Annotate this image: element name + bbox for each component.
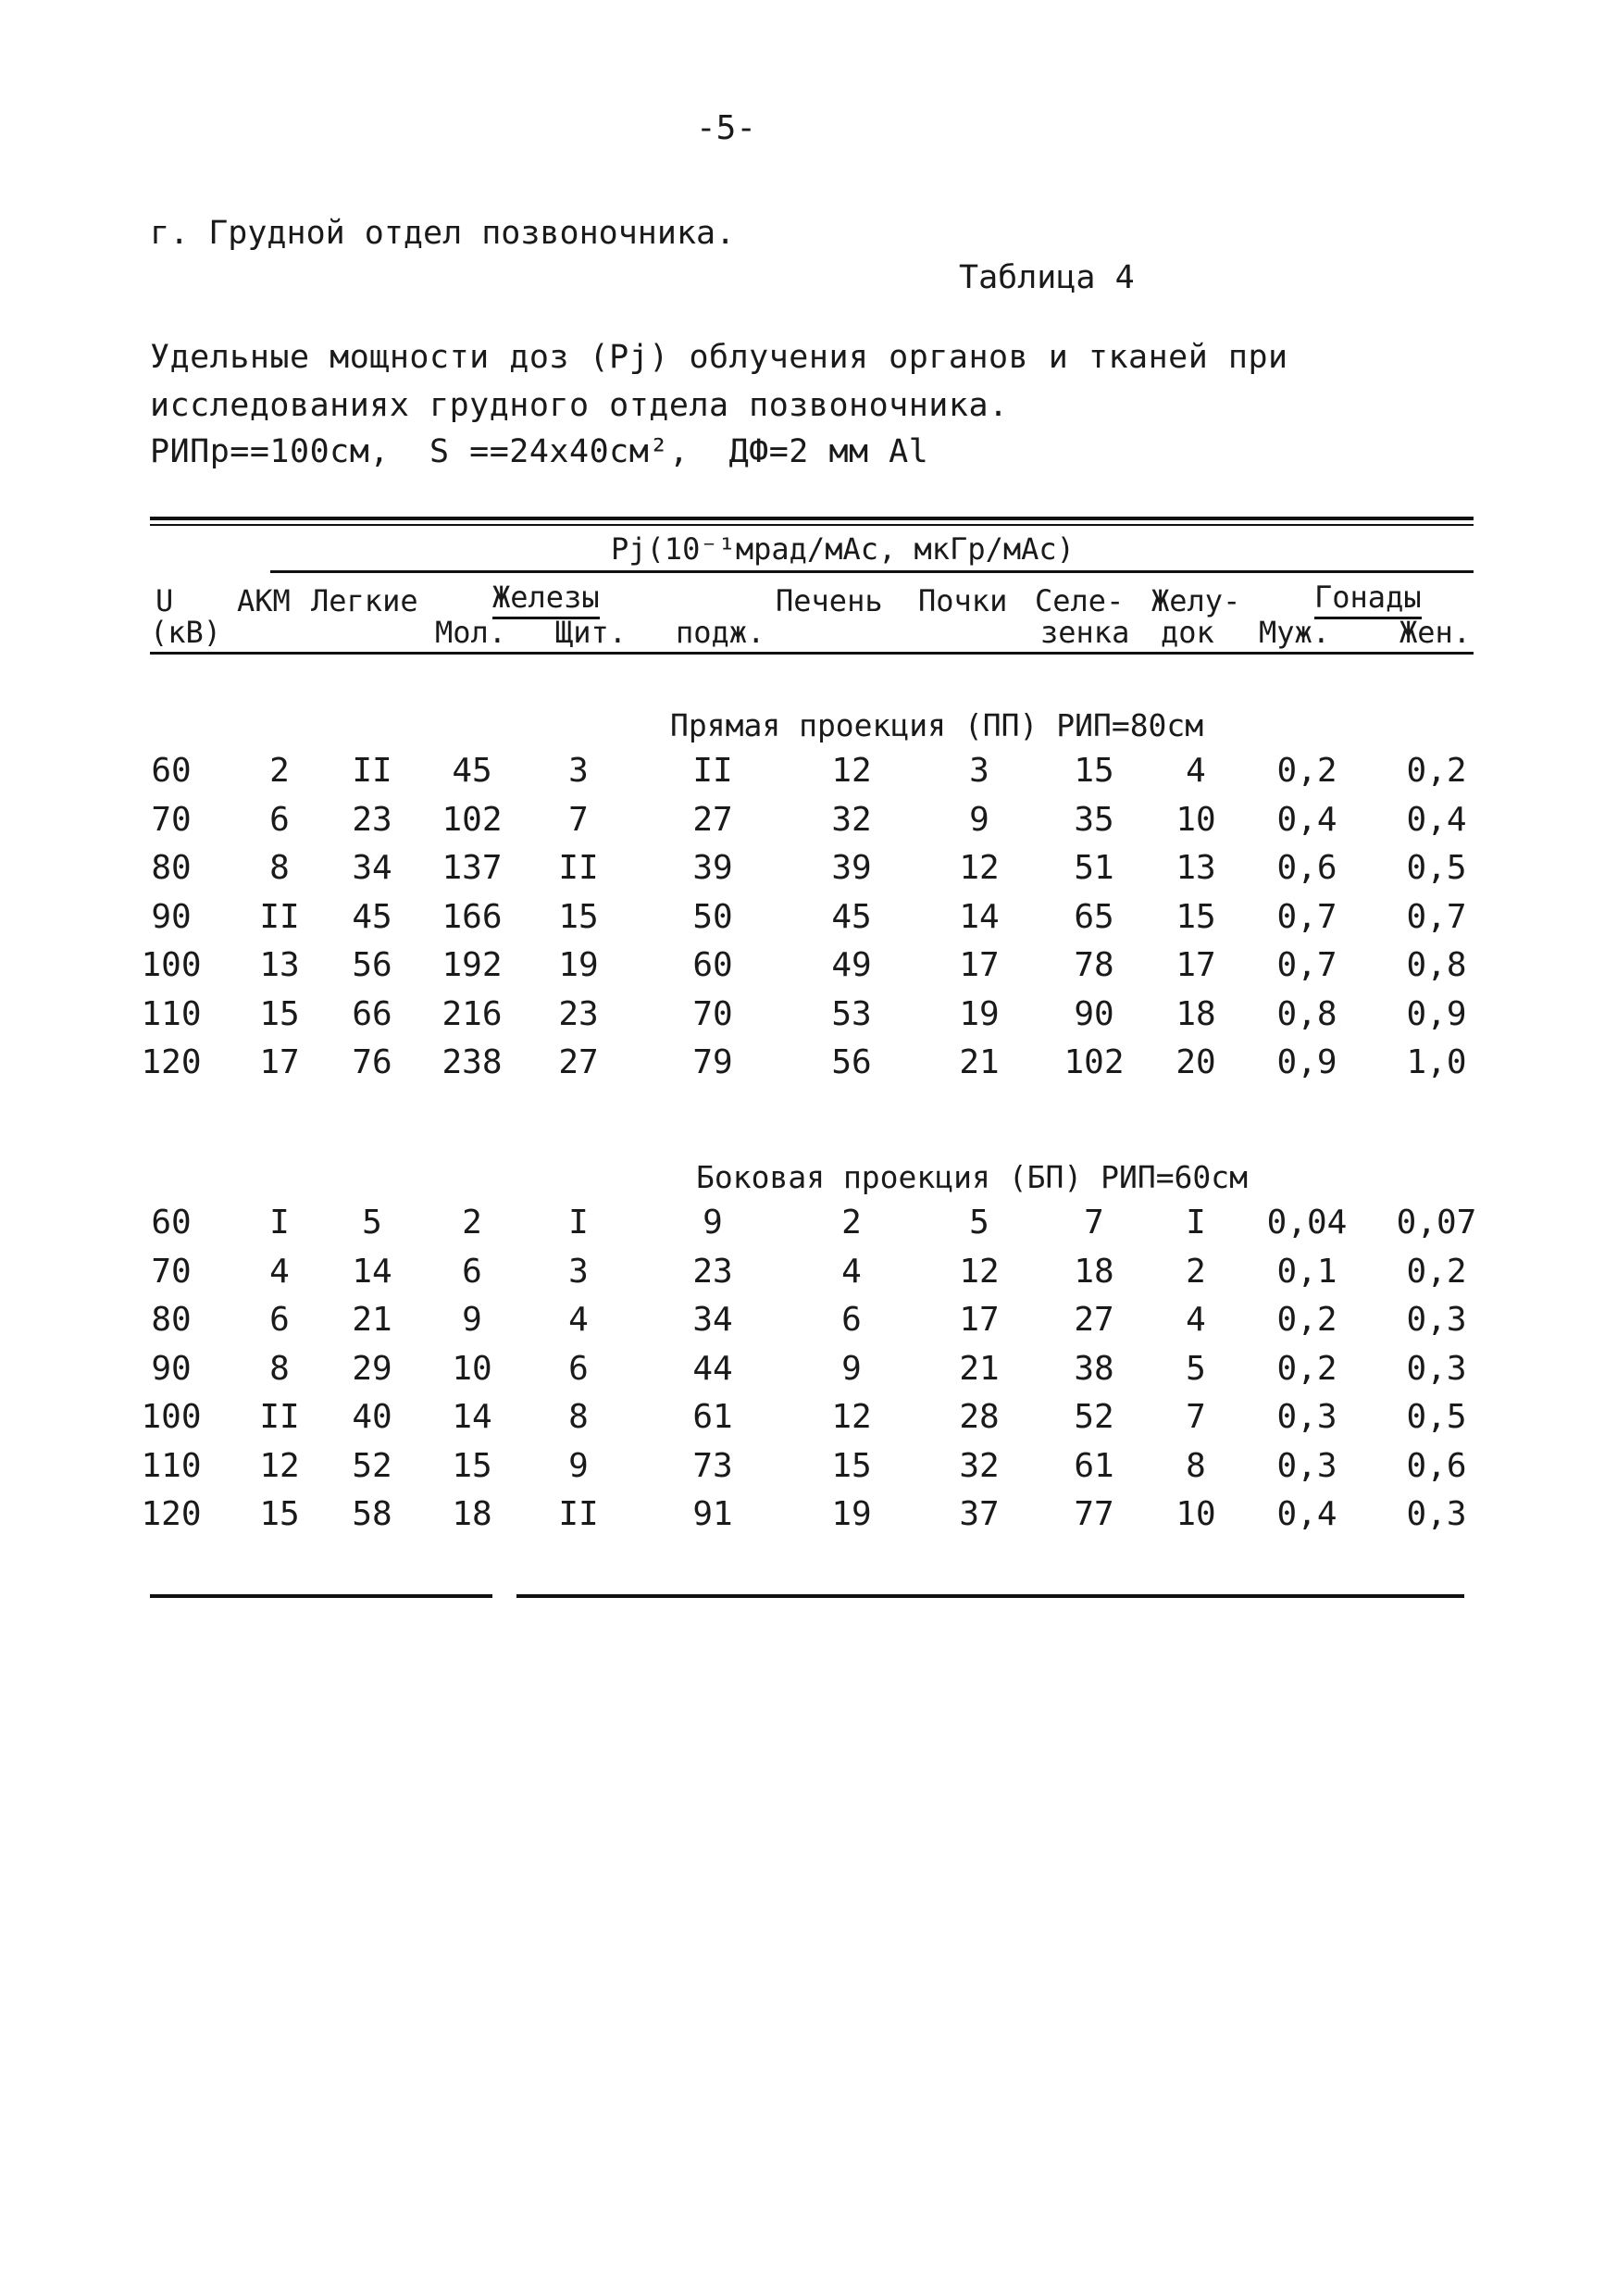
table-cell: 0,8 (1406, 946, 1467, 984)
table-cell: 58 (352, 1495, 392, 1533)
table-cell: 19 (959, 994, 1000, 1033)
table-cell: 40 (352, 1398, 392, 1436)
table-cell: 49 (831, 946, 872, 984)
table-cell: 56 (352, 946, 392, 984)
table-cell: 0,4 (1276, 1495, 1337, 1533)
table-cell: 12 (959, 849, 1000, 887)
table-cell: 137 (442, 849, 503, 887)
table-cell: 0,6 (1406, 1446, 1467, 1485)
table-cell: 14 (452, 1398, 492, 1436)
table-cell: 90 (151, 1349, 192, 1388)
table-cell: 102 (1063, 1043, 1125, 1081)
table-cell: 70 (151, 1252, 192, 1291)
table-cell: 52 (352, 1446, 392, 1485)
table-cell: 56 (831, 1043, 872, 1081)
table-cell: 0,2 (1276, 1301, 1337, 1339)
table-cell: 23 (692, 1252, 733, 1291)
table-cell: 50 (692, 897, 733, 936)
table-cell: 100 (141, 946, 202, 984)
table-cell: 17 (1175, 946, 1216, 984)
table-cell: 80 (151, 1301, 192, 1339)
table-cell: 18 (452, 1495, 492, 1533)
table-cell: 0,7 (1406, 897, 1467, 936)
table-cell: 14 (959, 897, 1000, 936)
header-stomach: Желу- (1151, 583, 1241, 618)
table-cell: 13 (1175, 849, 1216, 887)
table-cell: 4 (568, 1301, 589, 1339)
table-cell: 80 (151, 849, 192, 887)
table-cell: 0,7 (1276, 946, 1337, 984)
table-cell: 0,6 (1276, 849, 1337, 887)
table-cell: 1,0 (1406, 1043, 1467, 1081)
table-cell: 192 (442, 946, 503, 984)
section-title: г. Грудной отдел позвоночника. (150, 215, 736, 252)
header-glands-panc: подж. (676, 615, 765, 650)
table-cell: 14 (352, 1252, 392, 1291)
table-cell: 0,3 (1406, 1349, 1467, 1388)
table-cell: 100 (141, 1398, 202, 1436)
table-cell: 60 (151, 752, 192, 790)
table-cell: 3 (568, 1252, 589, 1291)
table-number: Таблица 4 (959, 259, 1135, 296)
header-units-rule (270, 570, 1474, 573)
table-cell: II (259, 897, 300, 936)
table-cell: 0,07 (1396, 1204, 1477, 1242)
table-cell: 0,4 (1276, 800, 1337, 839)
table-cell: 15 (259, 994, 300, 1033)
table-cell: 77 (1074, 1495, 1114, 1533)
table-cell: 34 (692, 1301, 733, 1339)
table-cell: 166 (442, 897, 503, 936)
table-cell: 38 (1074, 1349, 1114, 1388)
table-cell: 120 (141, 1043, 202, 1081)
table-cell: 52 (1074, 1398, 1114, 1436)
section-1-title: Прямая проекция (ПП) РИП=80см (670, 707, 1204, 743)
table-cell: 10 (452, 1349, 492, 1388)
table-cell: 4 (269, 1252, 290, 1291)
header-bottom-rule (150, 652, 1474, 655)
table-cell: 21 (959, 1349, 1000, 1388)
header-glands: Железы (492, 580, 600, 619)
table-cell: 102 (442, 800, 503, 839)
table-cell: 0,5 (1406, 849, 1467, 887)
table-cell: 51 (1074, 849, 1114, 887)
table-cell: 27 (558, 1043, 599, 1081)
table-cell: 8 (269, 1349, 290, 1388)
table-cell: 15 (259, 1495, 300, 1533)
table-cell: 0,2 (1406, 752, 1467, 790)
table-cell: 12 (831, 1398, 872, 1436)
table-cell: 37 (959, 1495, 1000, 1533)
table-cell: 5 (1186, 1349, 1206, 1388)
header-units: Pj(10⁻¹мрад/мАс, мкГр/мАс) (611, 531, 1075, 567)
table-cell: 0,3 (1406, 1495, 1467, 1533)
header-glands-thyr: Щит. (555, 615, 628, 650)
table-cell: 110 (141, 994, 202, 1033)
table-cell: 5 (969, 1204, 989, 1242)
table-cell: 120 (141, 1495, 202, 1533)
table-cell: 32 (959, 1446, 1000, 1485)
table-cell: 0,2 (1276, 752, 1337, 790)
table-cell: 6 (841, 1301, 862, 1339)
table-cell: II (558, 1495, 599, 1533)
table-cell: 9 (568, 1446, 589, 1485)
table-cell: 13 (259, 946, 300, 984)
table-caption-line-3: РИПр==100см, S ==24x40см², ДФ=2 мм Al (150, 433, 929, 470)
table-cell: 18 (1074, 1252, 1114, 1291)
table-cell: 7 (1084, 1204, 1104, 1242)
table-cell: 21 (352, 1301, 392, 1339)
header-stomach-2: док (1161, 615, 1214, 650)
table-cell: 0,9 (1406, 994, 1467, 1033)
table-cell: 65 (1074, 897, 1114, 936)
table-caption-line-2: исследованиях грудного отдела позвоночника. (150, 387, 1009, 424)
table-cell: 0,2 (1276, 1349, 1337, 1388)
table-cell: 110 (141, 1446, 202, 1485)
table-cell: 9 (841, 1349, 862, 1388)
table-cell: 44 (692, 1349, 733, 1388)
table-cell: 91 (692, 1495, 733, 1533)
table-cell: 3 (568, 752, 589, 790)
table-cell: 0,1 (1276, 1252, 1337, 1291)
table-cell: 9 (969, 800, 989, 839)
section-2-title: Боковая проекция (БП) РИП=60см (696, 1159, 1249, 1195)
header-lungs: Легкие (311, 583, 418, 618)
table-cell: 28 (959, 1398, 1000, 1436)
table-cell: 0,9 (1276, 1043, 1337, 1081)
table-cell: 8 (568, 1398, 589, 1436)
table-cell: 90 (151, 897, 192, 936)
header-spleen: Селе- (1035, 583, 1125, 618)
table-cell: 17 (259, 1043, 300, 1081)
table-cell: 6 (269, 1301, 290, 1339)
table-cell: II (692, 752, 733, 790)
table-cell: 3 (969, 752, 989, 790)
table-cell: 19 (558, 946, 599, 984)
table-cell: 2 (269, 752, 290, 790)
table-cell: 53 (831, 994, 872, 1033)
table-cell: I (1186, 1204, 1206, 1242)
table-cell: 76 (352, 1043, 392, 1081)
table-cell: 9 (462, 1301, 482, 1339)
table-cell: 73 (692, 1446, 733, 1485)
table-cell: 6 (568, 1349, 589, 1388)
table-cell: 90 (1074, 994, 1114, 1033)
table-cell: 5 (362, 1204, 382, 1242)
table-cell: 17 (959, 946, 1000, 984)
table-bottom-rule-right (516, 1594, 1464, 1598)
table-cell: 18 (1175, 994, 1216, 1033)
table-cell: 23 (352, 800, 392, 839)
table-top-rule-2 (150, 524, 1474, 526)
table-cell: 15 (831, 1446, 872, 1485)
header-u-unit: (кВ) (150, 615, 221, 655)
table-cell: 12 (259, 1446, 300, 1485)
table-cell: II (352, 752, 392, 790)
table-cell: 15 (452, 1446, 492, 1485)
table-cell: 4 (841, 1252, 862, 1291)
header-akm: АКМ (237, 583, 291, 618)
table-cell: 0,4 (1406, 800, 1467, 839)
header-glands-mol: Мол. (435, 615, 507, 650)
table-cell: II (259, 1398, 300, 1436)
table-cell: 9 (703, 1204, 723, 1242)
table-cell: 34 (352, 849, 392, 887)
table-cell: II (558, 849, 599, 887)
table-cell: 60 (692, 946, 733, 984)
table-cell: 15 (558, 897, 599, 936)
header-gonads: Гонады (1314, 580, 1422, 619)
table-cell: 12 (959, 1252, 1000, 1291)
table-cell: 7 (1186, 1398, 1206, 1436)
table-cell: 39 (831, 849, 872, 887)
table-cell: 0,8 (1276, 994, 1337, 1033)
table-cell: 7 (568, 800, 589, 839)
table-cell: 4 (1186, 752, 1206, 790)
table-cell: 0,04 (1266, 1204, 1348, 1242)
table-top-rule (150, 517, 1474, 520)
table-cell: 61 (1074, 1446, 1114, 1485)
header-spleen-2: зенка (1040, 615, 1130, 650)
table-cell: 70 (151, 800, 192, 839)
table-cell: 45 (352, 897, 392, 936)
table-cell: 8 (269, 849, 290, 887)
table-cell: 0,2 (1406, 1252, 1467, 1291)
header-u: U (155, 583, 174, 618)
table-cell: 39 (692, 849, 733, 887)
header-gonads-m: Муж. (1259, 615, 1331, 650)
table-cell: 32 (831, 800, 872, 839)
table-cell: 19 (831, 1495, 872, 1533)
table-cell: 15 (1175, 897, 1216, 936)
table-cell: 27 (692, 800, 733, 839)
table-cell: 45 (452, 752, 492, 790)
table-cell: 61 (692, 1398, 733, 1436)
table-cell: I (269, 1204, 290, 1242)
table-cell: 70 (692, 994, 733, 1033)
header-liver: Печень (776, 583, 883, 618)
table-cell: 15 (1074, 752, 1114, 790)
table-cell: 35 (1074, 800, 1114, 839)
table-caption-line-1: Удельные мощности доз (Pj) облучения органов и тканей при (150, 339, 1288, 376)
table-cell: 78 (1074, 946, 1114, 984)
table-cell: 10 (1175, 1495, 1216, 1533)
table-cell: 12 (831, 752, 872, 790)
table-cell: 238 (442, 1043, 503, 1081)
table-cell: 2 (462, 1204, 482, 1242)
table-cell: 2 (1186, 1252, 1206, 1291)
table-cell: 6 (269, 800, 290, 839)
table-cell: 0,3 (1276, 1398, 1337, 1436)
table-cell: 0,3 (1276, 1446, 1337, 1485)
table-cell: 27 (1074, 1301, 1114, 1339)
header-kidneys: Почки (918, 583, 1008, 618)
table-cell: 2 (841, 1204, 862, 1242)
table-cell: 10 (1175, 800, 1216, 839)
table-cell: 79 (692, 1043, 733, 1081)
table-cell: 17 (959, 1301, 1000, 1339)
table-cell: 0,3 (1406, 1301, 1467, 1339)
table-cell: 8 (1186, 1446, 1206, 1485)
table-cell: 0,7 (1276, 897, 1337, 936)
table-cell: 60 (151, 1204, 192, 1242)
table-bottom-rule-left (150, 1594, 492, 1598)
table-cell: 20 (1175, 1043, 1216, 1081)
table-cell: 6 (462, 1252, 482, 1291)
table-cell: 21 (959, 1043, 1000, 1081)
table-cell: 29 (352, 1349, 392, 1388)
table-cell: 4 (1186, 1301, 1206, 1339)
header-gonads-f: Жен. (1399, 615, 1472, 650)
table-cell: 45 (831, 897, 872, 936)
table-cell: 216 (442, 994, 503, 1033)
table-cell: 23 (558, 994, 599, 1033)
table-cell: 66 (352, 994, 392, 1033)
table-cell: 0,5 (1406, 1398, 1467, 1436)
page-number: -5- (696, 109, 757, 147)
table-cell: I (568, 1204, 589, 1242)
